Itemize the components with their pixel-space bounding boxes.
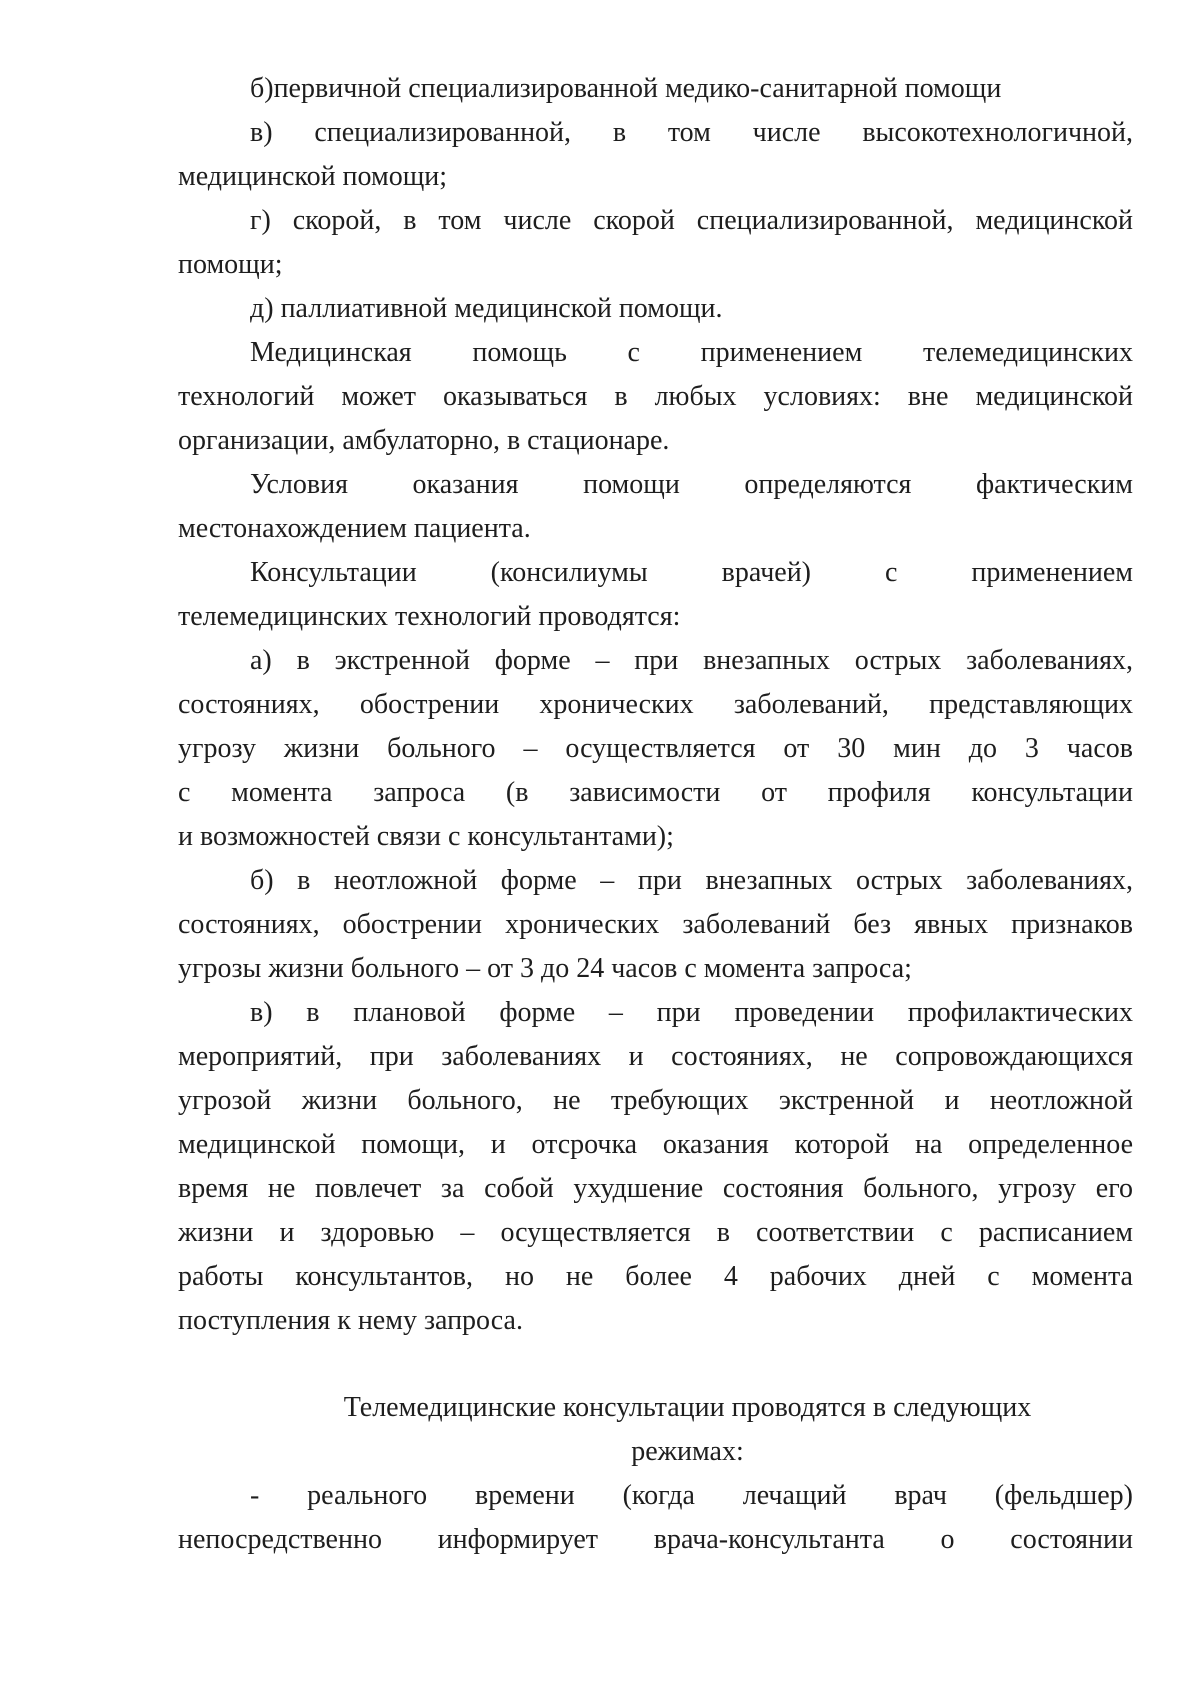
text-line: с момента запроса (в зависимости от профиля консультации bbox=[178, 777, 1133, 808]
text-line: телемедицинских технологий проводятся: bbox=[178, 601, 681, 632]
text-line: б)первичной специализированной медико-санитарной помощи bbox=[250, 73, 1002, 104]
text-line: время не повлечет за собой ухудшение состояния больного, угрозу его bbox=[178, 1173, 1133, 1204]
text-line: местонахождением пациента. bbox=[178, 513, 531, 544]
section-heading: Телемедицинские консультации проводятся в следующих bbox=[343, 1392, 1032, 1423]
text-line: и возможностей связи с консультантами); bbox=[178, 821, 674, 852]
text-line: - реального времени (когда лечащий врач (фельдшер) bbox=[250, 1480, 1133, 1511]
text-line: б) в неотложной форме – при внезапных острых заболеваниях, bbox=[250, 865, 1133, 896]
text-line: медицинской помощи, и отсрочка оказания которой на определенное bbox=[178, 1129, 1133, 1160]
text-line: угрозы жизни больного – от 3 до 24 часов с момента запроса; bbox=[178, 953, 912, 984]
text-line: работы консультантов, но не более 4 рабочих дней с момента bbox=[178, 1261, 1133, 1292]
text-line: технологий может оказываться в любых условиях: вне медицинской bbox=[178, 381, 1133, 412]
text-line: медицинской помощи; bbox=[178, 161, 448, 192]
text-line: угрозой жизни больного, не требующих экстренной и неотложной bbox=[178, 1085, 1133, 1116]
text-line: в) специализированной, в том числе высокотехнологичной, bbox=[250, 117, 1133, 148]
text-line: г) скорой, в том числе скорой специализированной, медицинской bbox=[250, 205, 1133, 236]
text-line: мероприятий, при заболеваниях и состояниях, не сопровождающихся bbox=[178, 1041, 1133, 1072]
text-line: состояниях, обострении хронических заболеваний, представляющих bbox=[178, 689, 1133, 720]
text-line: а) в экстренной форме – при внезапных острых заболеваниях, bbox=[250, 645, 1133, 676]
text-line: д) паллиативной медицинской помощи. bbox=[250, 293, 723, 324]
text-line: поступления к нему запроса. bbox=[178, 1305, 523, 1336]
text-line: жизни и здоровью – осуществляется в соответствии с расписанием bbox=[178, 1217, 1133, 1248]
section-heading: режимах: bbox=[631, 1436, 744, 1467]
text-line: угрозу жизни больного – осуществляется от 30 мин до 3 часов bbox=[178, 733, 1133, 764]
text-line: непосредственно информирует врача-консультанта о состоянии bbox=[178, 1524, 1133, 1555]
text-line: состояниях, обострении хронических заболеваний без явных признаков bbox=[178, 909, 1133, 940]
text-line: Условия оказания помощи определяются фактическим bbox=[250, 469, 1133, 500]
text-line: организации, амбулаторно, в стационаре. bbox=[178, 425, 670, 456]
text-line: Консультации (консилиумы врачей) с применением bbox=[250, 557, 1133, 588]
text-line: в) в плановой форме – при проведении профилактических bbox=[250, 997, 1133, 1028]
text-line: Медицинская помощь с применением телемедицинских bbox=[250, 337, 1133, 368]
text-line: помощи; bbox=[178, 249, 283, 280]
